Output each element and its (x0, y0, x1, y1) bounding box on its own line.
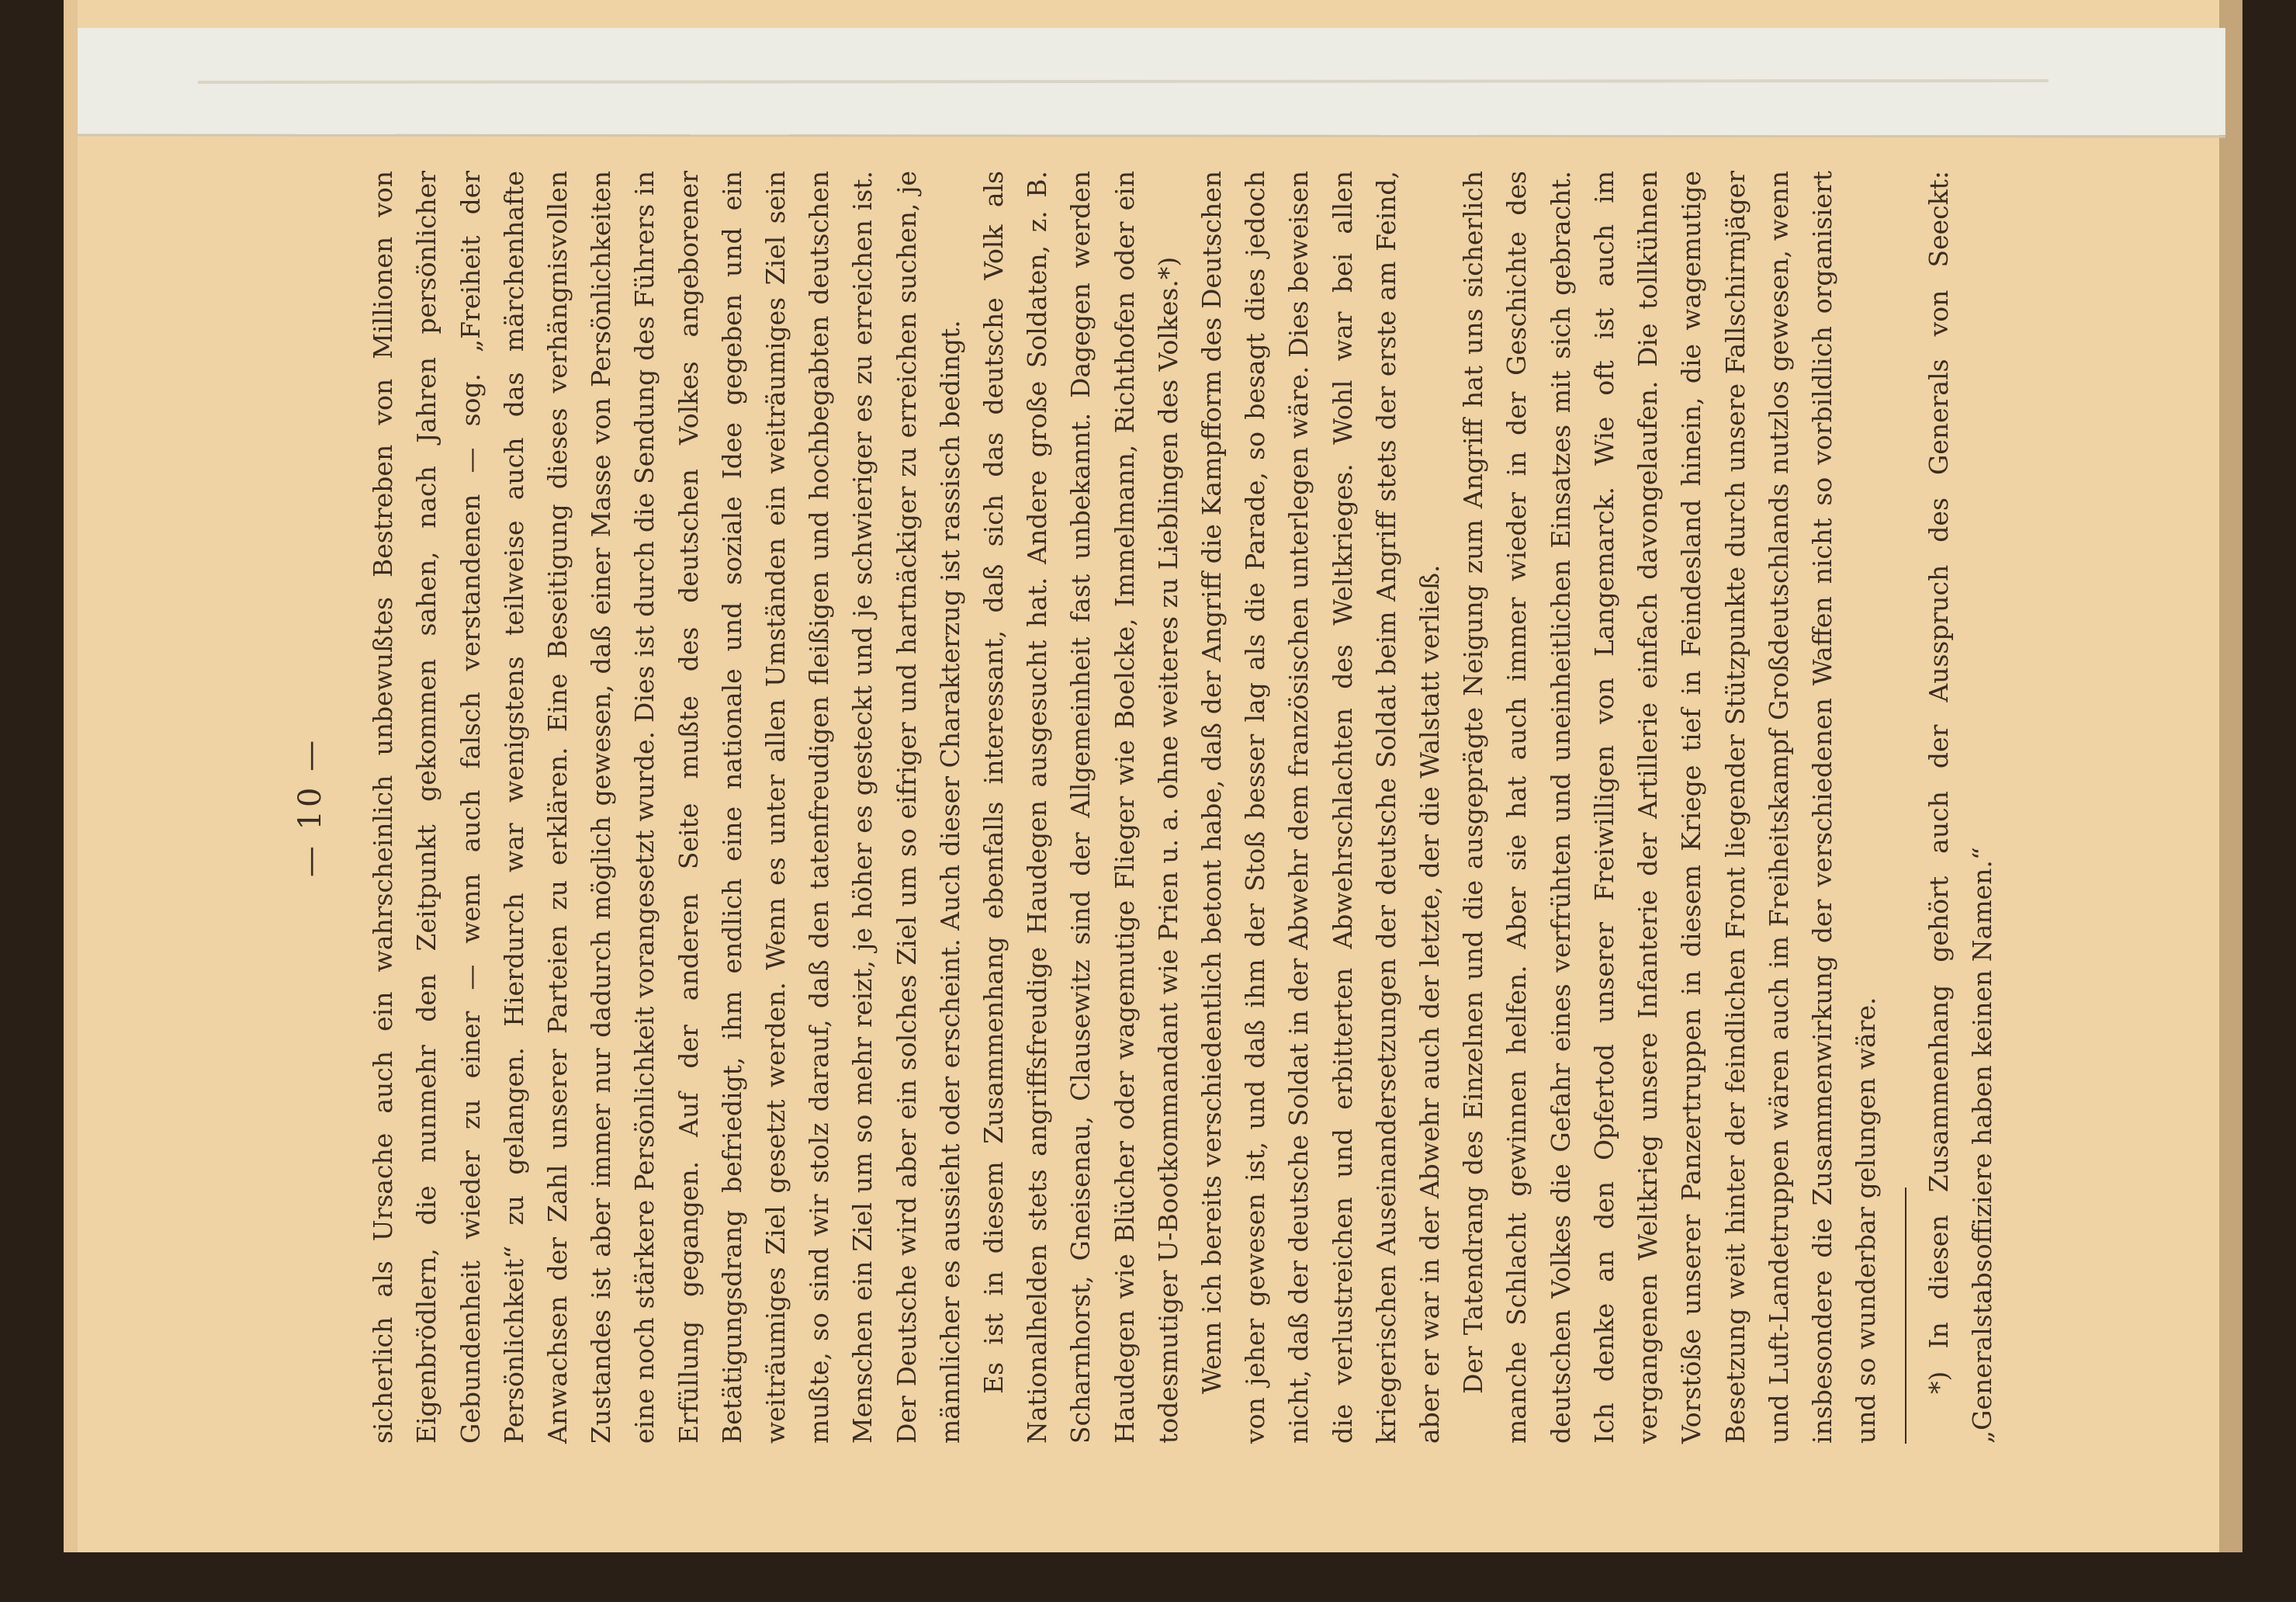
paragraph-2: Es ist in diesem Zusammenhang ebenfalls interessant, daß sich das deutsche Volk als Nationalhelden stets angriffsfreudige Haudegen ausgesucht hat. Andere große Soldaten, z. B. Scharnhorst, Gneisenau, Clausewitz sind der Allgemeinheit fast unbekannt. Dagegen werden Haudegen wie Blücher oder wagemutige Flieger wie Boelcke, Immelmann, Richthofen oder ein todesmutiger U-Bootkommandant wie Prien u. a. ohne weiteres zu Lieblingen des Volkes.*) (978, 171, 1183, 1444)
paragraph-3: Wenn ich bereits verschiedentlich betont habe, daß der Angriff die Kampfform des Deutschen von jeher gewesen ist, und daß ihm der Stoß besser lag als die Parade, so besagt dies jedoch nicht, daß der deutsche Soldat in der Abwehr dem französischen unterlegen wäre. Dies beweisen die verlustreichen und erbitterten Abwehrschlachten des Weltkrieges. Wohl war bei allen kriegerischen Auseinandersetzungen der deutsche Soldat beim Angriff stets der erste am Feind, aber er war in der Abwehr auch der letzte, der die Walstatt verließ. (1196, 171, 1446, 1444)
footnote-rule (1905, 1188, 1906, 1444)
paragraph-1: sicherlich als Ursache auch ein wahrscheinlich unbewußtes Bestreben von Millionen von Eigenbrödlern, die nunmehr den Zeitpunkt gekommen sahen, nach Jahren persönlicher Gebundenheit wieder zu einer — wenn auch falsch verstandenen — sog. „Freiheit der Persönlichkeit“ zu gelangen. Hierdurch war wenigstens teilweise auch das märchenhafte Anwachsen der Zahl unserer Parteien zu erklären. Eine Beseitigung dieses verhängnisvollen Zustandes ist aber immer nur dadurch möglich gewesen, daß einer Masse von Persönlichkeiten eine noch stärkere Persönlichkeit vorangesetzt wurde. Dies ist durch die Sendung des Führers in Erfüllung gegangen. Auf der anderen Seite mußte des deutschen Volkes angeborener Betätigungsdrang befriedigt, ihm endlich eine nationale und soziale Idee gegeben und ein weiträumiges Ziel gesetzt werden. Wenn es unter allen Umständen ein weiträumiges Ziel sein mußte, so sind wir stolz darauf, daß den tatenfreudigen fleißigen und hochbegabten deutschen Menschen ein Ziel um so mehr reizt, je höher es gesteckt und je schwieriger es zu erreichen ist. Der Deutsche wird aber ein solches Ziel um so eifriger und hartnäckiger zu erreichen suchen, je männlicher es aussieht oder erscheint. Auch dieser Charakterzug ist rassisch bedingt. (368, 171, 965, 1444)
page-number: — 10 — (293, 737, 328, 878)
book-page (64, 0, 2236, 1552)
page-text-block (289, 171, 2104, 1444)
paragraph-4: Der Tatendrang des Einzelnen und die ausgeprägte Neigung zum Angriff hat uns sicherlich manche Schlacht gewinnen helfen. Aber sie hat auch immer wieder in der Geschichte des deutschen Volkes die Gefahr eines verfrühten und uneinheitlichen Einsatzes mit sich gebracht. Ich denke an den Opfertod unserer Freiwilligen von Langemarck. Wie oft ist auch im vergangenen Weltkrieg unsere Infanterie der Artillerie einfach davongelaufen. Die tollkühnen Vorstöße unserer Panzertruppen in diesem Kriege tief in Feindesland hinein, die wagemutige Besetzung weit hinter der feindlichen Front liegender Stützpunkte durch unsere Fallschirmjäger und Luft-Landetruppen wären auch im Freiheitskampf Großdeutschlands nutzlos gewesen, wenn insbesondere die Zusammenwirkung der verschiedenen Waffen nicht so vorbildlich organisiert und so wunderbar gelungen wäre. (1458, 171, 1882, 1444)
footnote: *) In diesen Zusammenhang gehört auch der Ausspruch des Generals von Seeckt: „Generalstabsoffiziere haben keinen Namen.“ (1924, 171, 1998, 1444)
